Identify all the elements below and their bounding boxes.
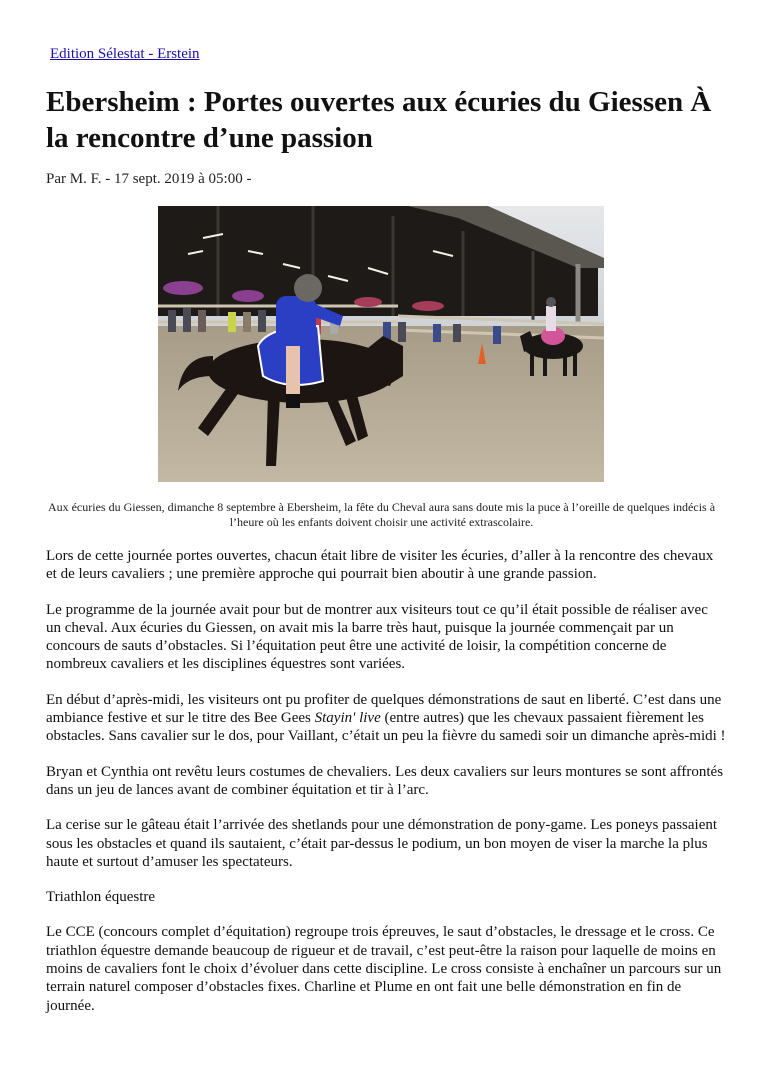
article-title: Ebersheim : Portes ouvertes aux écuries du Giessen À la rencontre d’une passion: [46, 86, 712, 154]
article-photo: [158, 206, 604, 482]
article-body: [46, 547, 726, 1032]
photo-illustration: [158, 206, 604, 482]
photo-caption: Aux écuries du Giessen, dimanche 8 septembre à Ebersheim, la fête du Cheval aura sans doute mis la puce à l’oreille de quelques indécis à l’heure où les enfants doivent choisir une activité extrascolaire.: [47, 500, 716, 529]
paragraph: La cerise sur le gâteau était l’arrivée des shetlands pour une démonstration de pony-game. Les poneys passaient sous les obstacles et quand ils sautaient, c’était par-dessus le podium, un bon moyen de viser la marche la plus haute et surtout d’amuser les spectateurs.: [46, 817, 718, 870]
article-byline: Par M. F. - 17 sept. 2019 à 05:00 -: [46, 171, 252, 187]
paragraph: Lors de cette journée portes ouvertes, chacun était libre de visiter les écuries, d’aller à la rencontre des chevaux et de leurs cavaliers ; une première approche qui pourrait bien aboutir à une grande passion.: [46, 548, 714, 583]
edition-link[interactable]: Edition Sélestat - Erstein: [50, 46, 200, 62]
section-subheading: Triathlon équestre: [46, 889, 156, 906]
paragraph: [46, 691, 726, 746]
song-title: Stayin' live: [314, 710, 381, 727]
paragraph: Bryan et Cynthia ont revêtu leurs costumes de chevaliers. Les deux cavaliers sur leurs montures se sont affrontés dans un jeu de lances avant de combiner équitation et tir à l’arc.: [46, 763, 724, 798]
paragraph: Le programme de la journée avait pour but de montrer aux visiteurs tout ce qu’il était possible de réaliser avec un cheval. Aux écuries du Giessen, on avait mis la barre très haut, puisque la journée commençait par un concours de sauts d’obstacles. Si l’équitation peut être une activité de loisir, la compétition concerne de nombreux cavaliers et les disciplines équestres sont variées.: [46, 601, 708, 673]
paragraph: Le CCE (concours complet d’équitation) regroupe trois épreuves, le saut d’obstacles, le dressage et le cross. Ce triathlon équestre demande beaucoup de rigueur et de travail, c’est peut-être la raison pour laquelle de moins en moins de cavaliers font le choix d’évoluer dans cette discipline. Le cross consiste à enchaîner un parcours sur un terrain naturel composer d’obstacles fixes. Charline et Plume en ont fait une belle démonstration en fin de journée.: [46, 924, 722, 1014]
paragraph-text: En début d’après-midi, les visiteurs ont pu profiter de quelques démonstrations de saut en liberté. C’est dans une ambiance festive et sur le titre des Bee Gees: [46, 691, 722, 727]
paragraph-text: (entre autres) que les chevaux passaient fièrement les obstacles. Sans cavalier sur le dos, pour Vaillant, c’était un peu la fièvre du samedi soir un dimanche après-midi !: [46, 710, 726, 745]
